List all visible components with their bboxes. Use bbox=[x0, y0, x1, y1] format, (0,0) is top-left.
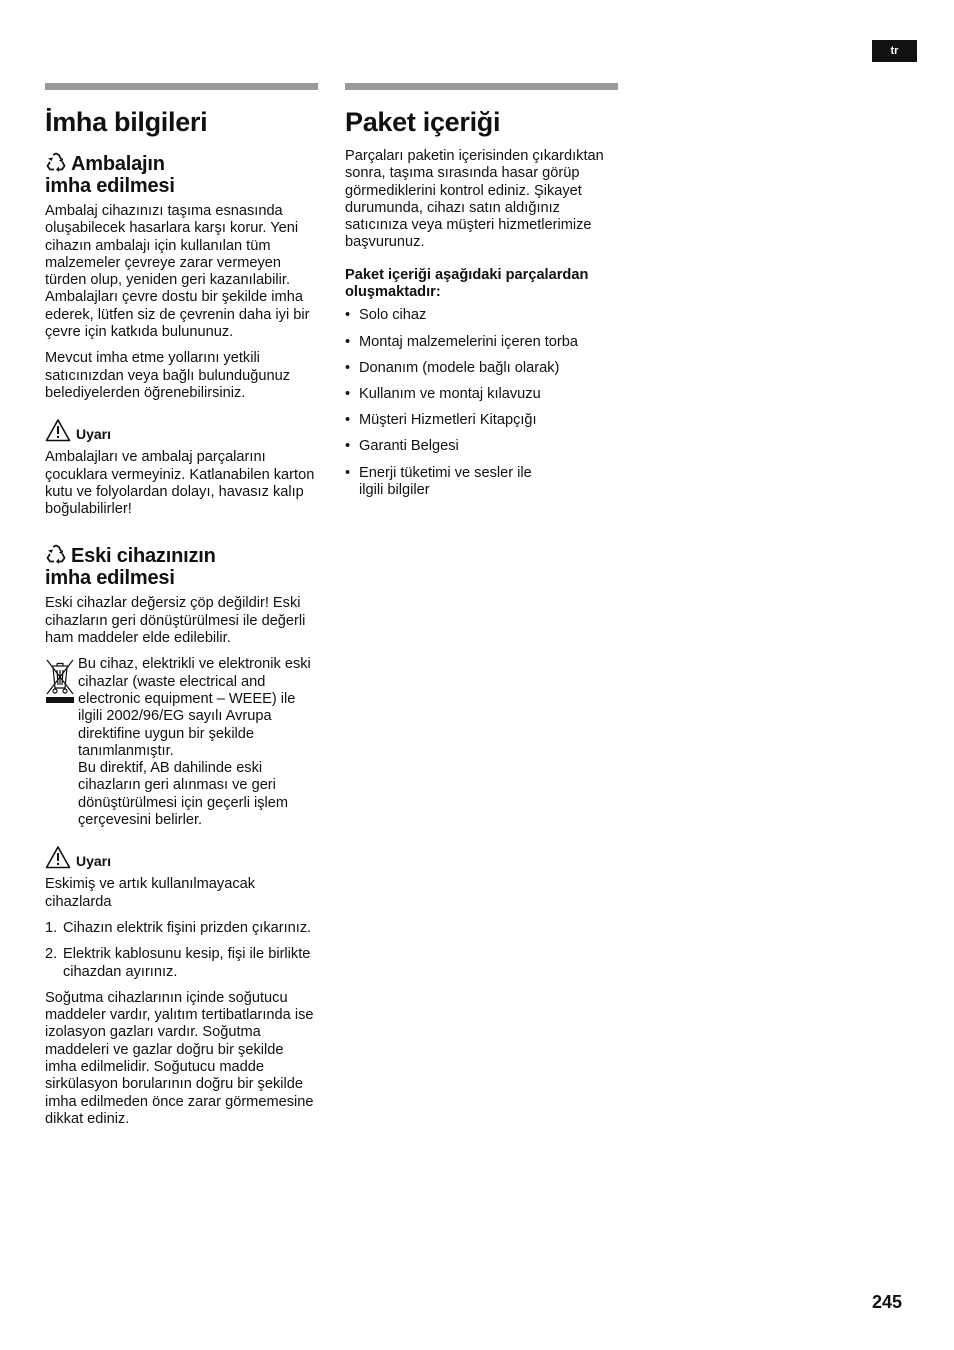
list-item: • Garanti Belgesi bbox=[345, 438, 459, 455]
warning-label: Uyarı bbox=[76, 426, 112, 443]
old-appliance-warning-header bbox=[45, 845, 318, 869]
old-appliance-paragraph-1: Eski cihazlar değersiz çöp değildir! Eski cihazların geri dönüştürülmesi ile değerli ham maddeler elde edilebilir. bbox=[45, 595, 306, 647]
list-item: 1. Cihazın elektrik fişini prizden çıkarınız. bbox=[45, 919, 312, 936]
packaging-heading: Ambalajın imha edilmesi bbox=[45, 153, 175, 197]
package-contents-list bbox=[345, 307, 618, 499]
warning-label: Uyarı bbox=[76, 853, 112, 870]
refrigerant-paragraph: Soğutma cihazlarının içinde soğutucu maddeler vardır, yalıtım tertibatlarında ise izolasyon gazları vardır. Soğutma maddeleri ve gazlar doğru bir şekilde imha edilmelidir. Soğutucu madde sirkülasyon borularının doğru bir şekilde imha edilmeden önce zarar görmemesine dikkat ediniz. bbox=[45, 989, 314, 1127]
packaging-warning-header bbox=[45, 418, 318, 442]
warning-icon bbox=[45, 845, 71, 869]
packaging-paragraph-2: Mevcut imha etme yollarını yetkili satıcınızdan veya bağlı bulunduğunuz belediyelerden öğrenebilirsiniz. bbox=[45, 350, 291, 401]
list-item: • Montaj malzemelerini içeren torba bbox=[345, 333, 578, 350]
weee-block bbox=[45, 656, 318, 829]
list-item: • Kullanım ve montaj kılavuzu bbox=[345, 385, 541, 402]
weee-text-2: Bu direktif, AB dahilinde eski cihazların geri alınması ve geri dönüştürülmesi için geçerli işlem çerçevesini belirler. bbox=[78, 760, 289, 829]
weee-text-1: Bu cihaz, elektrikli ve elektronik eski cihazlar (waste electrical and electronic equipment – WEEE) ile ilgili 2002/96/EG sayılı Avrupa direktifine uygun bir şekilde tanımlanmıştır. bbox=[78, 656, 311, 759]
recycle-icon bbox=[45, 544, 67, 564]
page-number: 245 bbox=[872, 1292, 903, 1312]
list-item: • Enerji tüketimi ve sesler ile ilgili bilgiler bbox=[345, 464, 532, 498]
section-rule bbox=[45, 83, 318, 90]
warning-icon bbox=[45, 418, 71, 442]
packaging-paragraph-1: Ambalaj cihazınızı taşıma esnasında oluşabilecek hasarlara karşı korur. Yeni cihazın ambalajı için kullanılan tüm malzemeler çevreye zarar vermeyen türden olup, yeniden geri kazanılabilir. Ambalajları çevre dostu bir şekilde imha ederek, lütfen siz de çevrenin daha iyi bir çevre için katkıda bulununuz. bbox=[45, 203, 310, 341]
packaging-warning-text: Ambalajları ve ambalaj parçalarını çocuklara vermeyiniz. Katlanabilen karton kutu ve folyolardan dolayı, havasız kalıp boğulabilirler! bbox=[45, 449, 315, 518]
disposal-title: İmha bilgileri bbox=[45, 107, 208, 137]
language-tab: tr bbox=[872, 40, 917, 62]
package-contents-title: Paket içeriği bbox=[345, 107, 501, 137]
old-appliance-warning-intro: Eskimiş ve artık kullanılmayacak cihazlarda bbox=[45, 876, 256, 910]
list-item: • Müşteri Hizmetleri Kitapçığı bbox=[345, 412, 537, 429]
list-item: • Donanım (modele bağlı olarak) bbox=[345, 359, 560, 376]
disposal-steps bbox=[45, 920, 318, 981]
package-contents-list-heading: Paket içeriği aşağıdaki parçalardan oluşmaktadır: bbox=[345, 266, 589, 301]
crossed-bin-icon bbox=[45, 658, 75, 704]
list-item: 2. Elektrik kablosunu kesip, fişi ile birlikte cihazdan ayırınız. bbox=[45, 946, 311, 980]
disposal-column bbox=[45, 83, 318, 1137]
section-rule bbox=[345, 83, 618, 90]
package-contents-intro: Parçaları paketin içerisinden çıkardıktan sonra, taşıma sırasında hasar görüp görmediklerini kontrol ediniz. Şikayet durumunda, cihazı satın aldığınız satıcınıza veya müşteri hizmetlerimize başvurunuz. bbox=[345, 148, 604, 251]
package-contents-column bbox=[345, 83, 618, 508]
old-appliance-heading: Eski cihazınızın imha edilmesi bbox=[45, 545, 216, 590]
list-item: • Solo cihaz bbox=[345, 307, 427, 324]
recycle-icon bbox=[45, 152, 67, 172]
